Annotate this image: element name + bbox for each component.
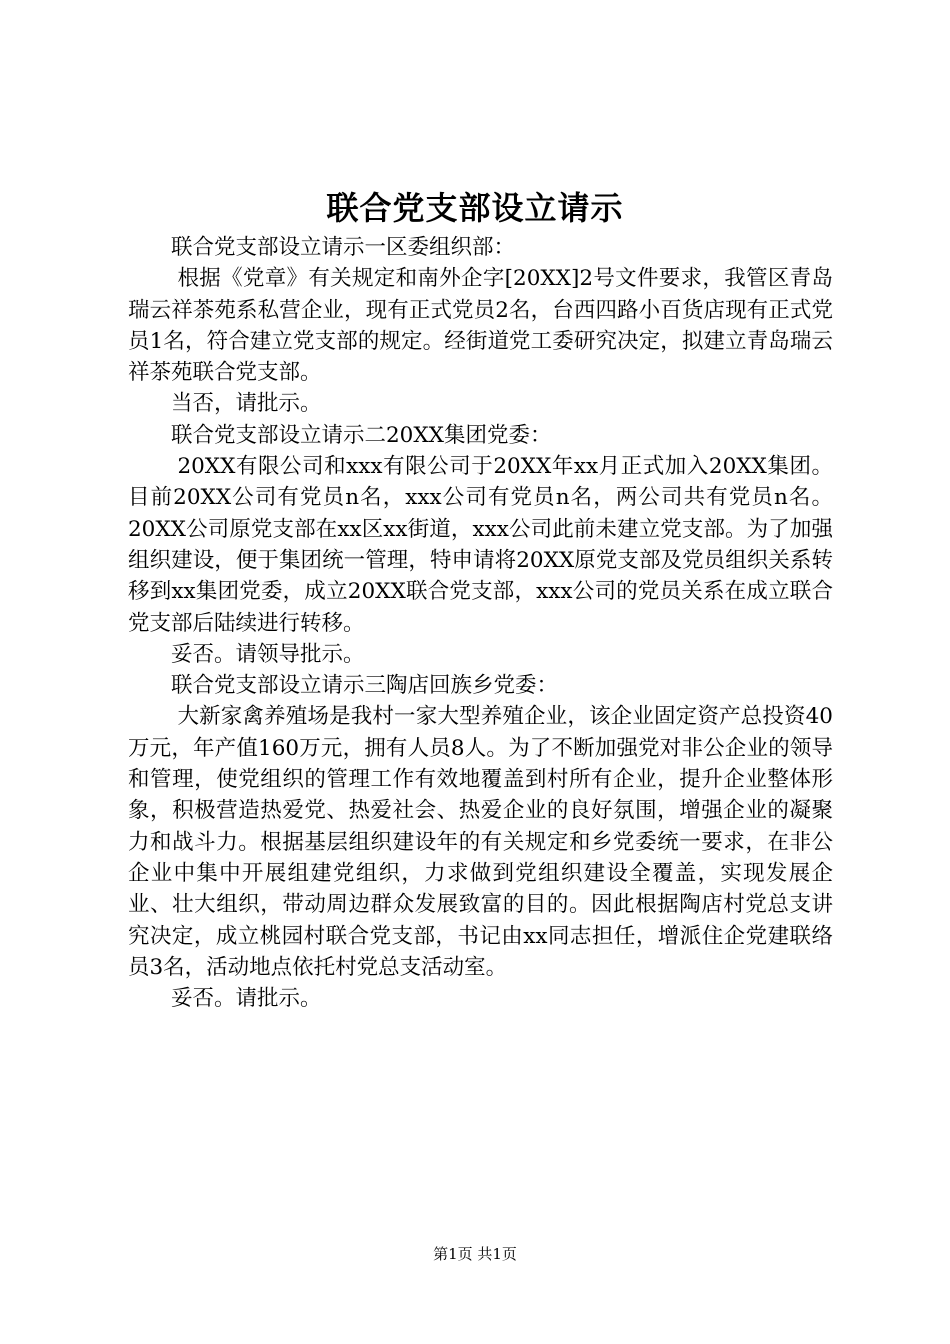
request-three-body: 大新家禽养殖场是我村一家大型养殖企业，该企业固定资产总投资40万元，年产值160万元，拥有人员8人。为了不断加强党对非公企业的领导和管理，使党组织的管理工作有效地覆盖到村所有企业，提升企业整体形象，积极营造热爱党、热爱社会、热爱企业的良好氛围，增强企业的凝聚力和战斗力。根据基层组织建设年的有关规定和乡党委统一要求，在非公企业中集中开展组建党组织，力求做到党组织建设全覆盖，实现发展企业、壮大组织，带动周边群众发展致富的目的。因此根据陶店村党总支讲究决定，成立桃园村联合党支部，书记由xx同志担任，增派住企党建联络员3名，活动地点依托村党总支活动室。 — [128, 704, 833, 980]
document-title: 联合党支部设立请示 — [326, 189, 624, 227]
request-two-closing: 妥否。请领导批示。 — [171, 641, 365, 667]
request-one-heading: 联合党支部设立请示一区委组织部： — [171, 235, 516, 260]
request-two-body: 20XX有限公司和xxx有限公司于20XX年xx月正式加入20XX集团。目前20XX公司有党员n名，xxx公司有党员n名，两公司共有党员n名。20XX公司原党支部在xx区xx街道，xxx公司此前未建立党支部。为了加强组织建设，便于集团统一管理，特申请将20XX原党支部及党员组织关系转移到xx集团党委，成立20XX联合党支部，xxx公司的党员关系在成立联合党支部后陆续进行转移。 — [128, 454, 833, 636]
request-three-closing: 妥否。请批示。 — [171, 986, 322, 1012]
request-two-heading: 联合党支部设立请示二20XX集团党委： — [171, 422, 552, 448]
request-one-closing: 当否，请批示。 — [171, 391, 322, 417]
document-body — [128, 232, 833, 1014]
request-one-body: 根据《党章》有关规定和南外企字[20XX]2号文件要求，我管区青岛瑞云祥茶苑系私营企业，现有正式党员2名，台西四路小百货店现有正式党员1名，符合建立党支部的规定。经街道党工委研究决定，拟建立青岛瑞云祥茶苑联合党支部。 — [128, 266, 833, 386]
page-footer: 第1页 共1页 — [433, 1245, 517, 1263]
request-three-heading: 联合党支部设立请示三陶店回族乡党委： — [171, 673, 559, 699]
